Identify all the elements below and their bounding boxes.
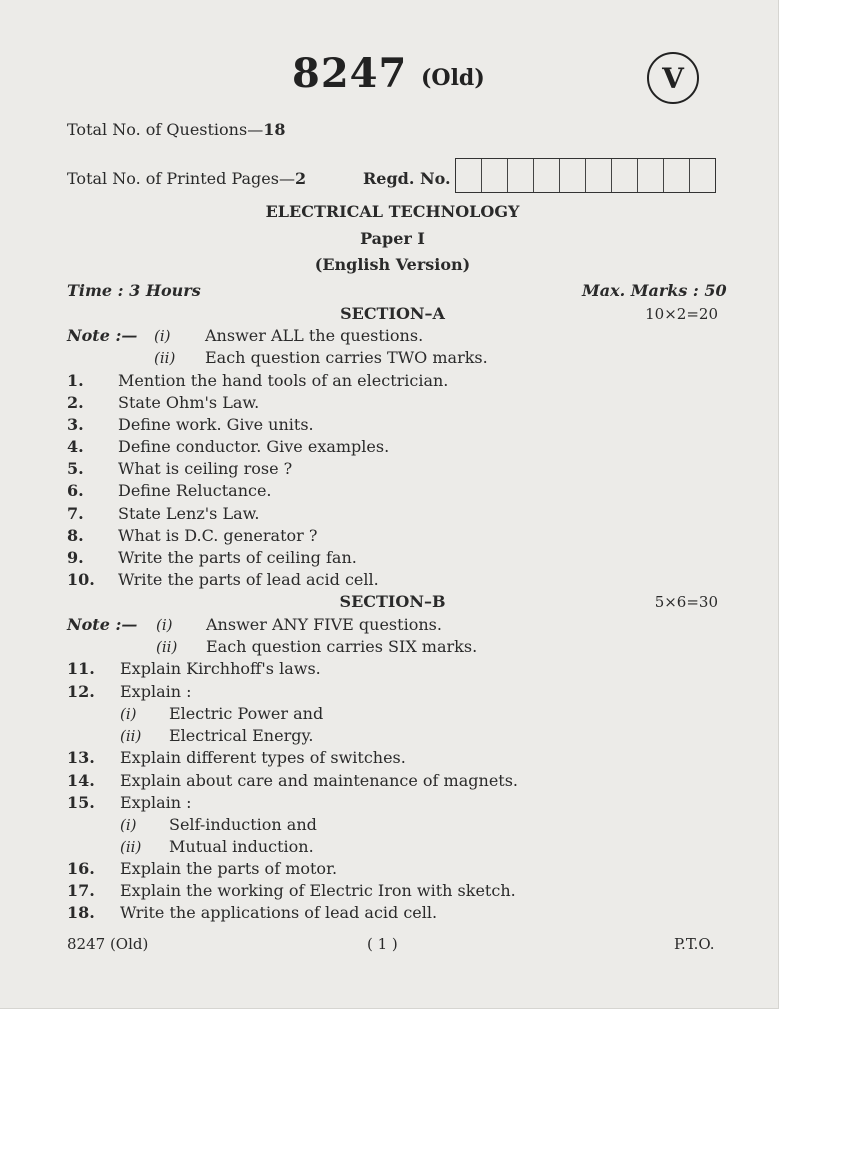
question-text: Write the applications of lead acid cell. (120, 903, 438, 922)
question-number: 8. (67, 526, 84, 545)
sub-part-text: Self-induction and (169, 815, 317, 834)
question-number: 1. (67, 371, 84, 390)
section-a-marks: 10×2=20 (645, 305, 718, 323)
question-number: 4. (67, 437, 84, 456)
question-text: Define conductor. Give examples. (118, 437, 390, 456)
total-questions-label: Total No. of Questions— (67, 120, 264, 139)
question-text: Mention the hand tools of an electrician. (118, 371, 449, 390)
sub-part-text: Electric Power and (169, 704, 324, 723)
paper-code: 8247 (292, 50, 408, 97)
total-questions (67, 120, 285, 139)
sub-part-text: Mutual induction. (169, 837, 314, 856)
regd-box[interactable] (482, 159, 508, 192)
question-text: State Lenz's Law. (118, 504, 260, 523)
question-number: 9. (67, 548, 84, 567)
note-text: Answer ALL the questions. (205, 326, 424, 345)
question-number: 16. (67, 859, 95, 878)
footer-code: 8247 (Old) (67, 935, 149, 953)
total-pages (67, 169, 306, 188)
note-num: (i) (154, 327, 171, 345)
total-pages-value: 2 (294, 169, 307, 188)
note-num: (ii) (154, 349, 176, 367)
note-text: Each question carries SIX marks. (206, 637, 478, 656)
regd-box[interactable] (508, 159, 534, 192)
question-number: 17. (67, 881, 95, 900)
version-badge: V (647, 52, 699, 104)
question-text: Define work. Give units. (118, 415, 314, 434)
question-number: 10. (67, 570, 95, 589)
question-text: Explain : (120, 682, 192, 701)
question-text: Write the parts of lead acid cell. (118, 570, 379, 589)
question-number: 7. (67, 504, 84, 523)
question-text: State Ohm's Law. (118, 393, 260, 412)
note-text: Each question carries TWO marks. (205, 348, 488, 367)
section-b-note-label: Note :— (67, 615, 138, 634)
question-number: 12. (67, 682, 95, 701)
subject-title: ELECTRICAL TECHNOLOGY (265, 202, 520, 221)
regd-box[interactable] (664, 159, 690, 192)
note-text: Answer ANY FIVE questions. (206, 615, 442, 634)
question-number: 11. (67, 659, 95, 678)
total-questions-value: 18 (263, 120, 286, 139)
question-number: 18. (67, 903, 95, 922)
question-text: Explain : (120, 793, 192, 812)
question-text: What is ceiling rose ? (118, 459, 293, 478)
regd-box[interactable] (586, 159, 612, 192)
section-b-title: SECTION–B (339, 592, 446, 611)
regd-box[interactable] (638, 159, 664, 192)
section-a-note-label: Note :— (67, 326, 138, 345)
regd-box[interactable] (456, 159, 482, 192)
question-number: 6. (67, 481, 84, 500)
max-marks-label: Max. Marks : 50 (582, 281, 727, 300)
paper-title: Paper I (360, 229, 425, 248)
sub-part-num: (i) (120, 705, 137, 723)
question-number: 15. (67, 793, 95, 812)
question-text: Explain different types of switches. (120, 748, 406, 767)
question-number: 14. (67, 771, 95, 790)
sub-part-num: (ii) (120, 838, 142, 856)
medium-title: (English Version) (314, 255, 471, 274)
question-text: Define Reluctance. (118, 481, 272, 500)
regd-box[interactable] (612, 159, 638, 192)
sub-part-text: Electrical Energy. (169, 726, 314, 745)
question-number: 13. (67, 748, 95, 767)
question-number: 3. (67, 415, 84, 434)
question-text: Explain the working of Electric Iron with sketch. (120, 881, 516, 900)
question-text: Write the parts of ceiling fan. (118, 548, 357, 567)
regd-box[interactable] (534, 159, 560, 192)
note-num: (i) (156, 616, 173, 634)
footer-pto: P.T.O. (674, 935, 715, 953)
question-number: 2. (67, 393, 84, 412)
question-text: Explain about care and maintenance of magnets. (120, 771, 519, 790)
footer-page-number: ( 1 ) (367, 935, 398, 953)
question-number: 5. (67, 459, 84, 478)
paper-code-suffix: (Old) (421, 65, 485, 91)
regd-no-boxes (455, 158, 716, 193)
question-text: What is D.C. generator ? (118, 526, 318, 545)
regd-box[interactable] (690, 159, 715, 192)
sub-part-num: (ii) (120, 727, 142, 745)
regd-no-label: Regd. No. (363, 169, 451, 188)
question-text: Explain Kirchhoff's laws. (120, 659, 321, 678)
section-a-title: SECTION–A (340, 304, 445, 323)
sub-part-num: (i) (120, 816, 137, 834)
regd-box[interactable] (560, 159, 586, 192)
section-b-marks: 5×6=30 (654, 593, 718, 611)
note-num: (ii) (156, 638, 178, 656)
total-pages-label: Total No. of Printed Pages— (67, 169, 295, 188)
question-text: Explain the parts of motor. (120, 859, 338, 878)
time-label: Time : 3 Hours (67, 281, 201, 300)
